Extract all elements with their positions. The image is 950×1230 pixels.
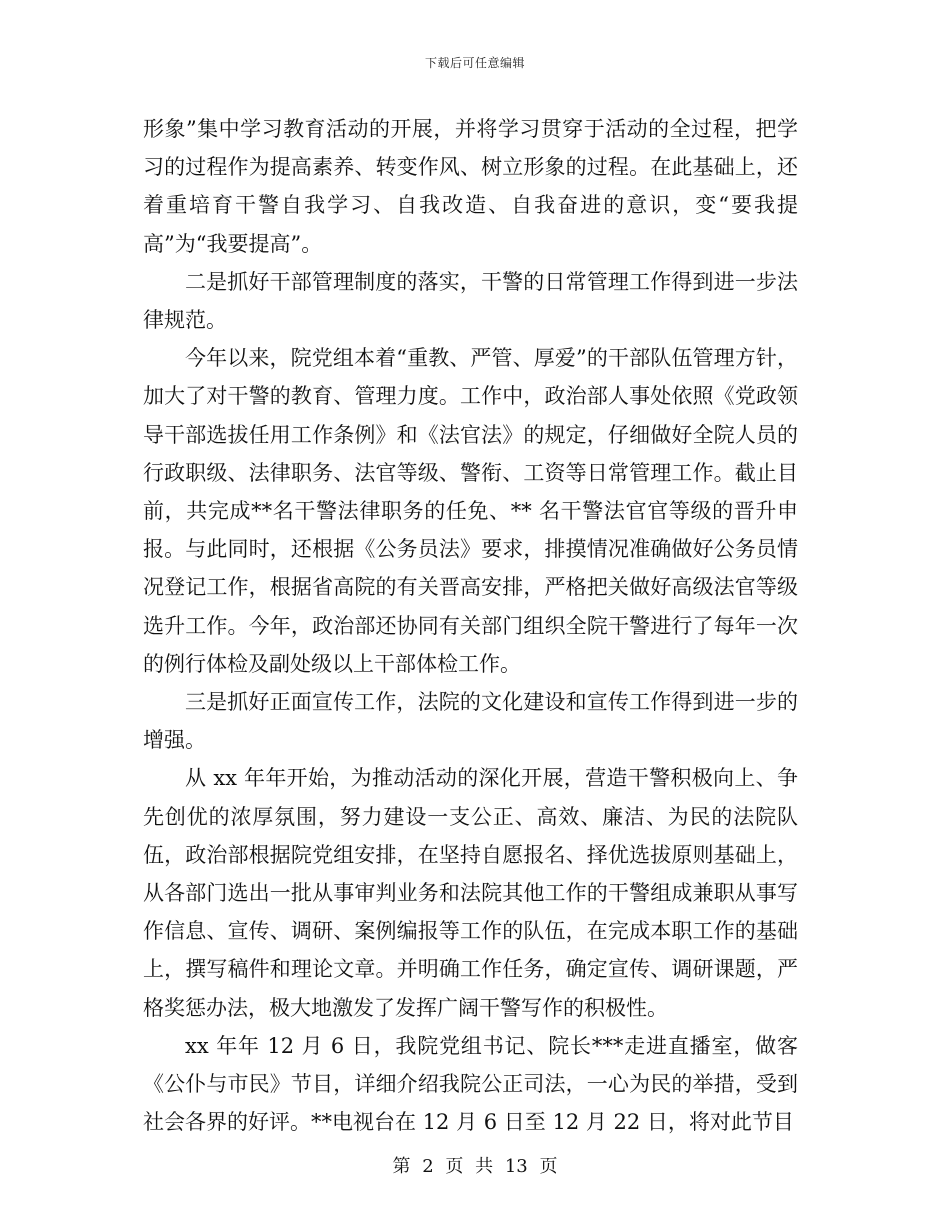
text-line: 先创优的浓厚氛围，努力建设一支公正、高效、廉洁、为民的法院队: [143, 804, 798, 829]
paragraph: [143, 683, 798, 759]
text-line: 到社会各界的好评。**电视台在 12 月 6 日至 12 月 22 日，将对此节目: [143, 1072, 798, 1135]
text-line: 基础上，撰写稿件和理论文章。并明确工作任务，确定宣传、调研课: [143, 919, 799, 982]
paragraph: [143, 1027, 798, 1142]
text-line: 全院人员的行政职级、法律职务、法官等级、警衔、工资等日常管理: [143, 422, 799, 485]
text-line: 等级的晋升申报。与此同时，还根据《公务员法》要求，排摸情况准: [143, 499, 799, 562]
text-line: 的增强。: [143, 690, 798, 753]
document-body: [143, 110, 798, 1141]
paragraph: [143, 759, 798, 1026]
text-line: 学习的过程作为提高素养、转变作风、树立形象的过程。在此基础上，: [143, 117, 798, 180]
text-line: xx 年年 12 月 6 日，我院党组书记、院长***走进直播室，做客: [185, 1033, 798, 1058]
page-footer: 第 2 页 共 13 页: [392, 1156, 558, 1177]
text-line: 高”为“我要提高”。: [143, 231, 323, 256]
text-line: 《公仆与市民》节目，详细介绍我院公正司法，一心为民的举措，受: [143, 1072, 777, 1097]
text-line: 三是抓好正面宣传工作，法院的文化建设和宣传工作得到进一步: [185, 690, 777, 715]
text-line: 法律规范。: [143, 269, 798, 333]
page-header: 下载后可任意编辑: [424, 56, 525, 70]
paragraph: [143, 110, 798, 263]
text-line: 形象”集中学习教育活动的开展，并将学习贯穿于活动的全过程，把: [143, 117, 777, 141]
text-line: 从 xx 年年开始，为推动活动的深化开展，营造干警积极向上、争: [185, 766, 798, 791]
text-line: 工作。截止目前，共完成**名干警法律职务的任免、** 名干警法官官: [143, 460, 799, 524]
text-line: 今年以来，院党组本着“重教、严管、厚爱”的干部队伍管理方: [185, 346, 756, 371]
paragraph: [143, 263, 798, 339]
text-line: 二是抓好干部管理制度的落实，干警的日常管理工作得到进一步: [185, 269, 777, 294]
text-line: 题，严格奖惩办法，极大地激发了发挥广阔干警写作的积极性。: [143, 957, 799, 1020]
text-line: 伍，政治部根据院党组安排，在坚持自愿报名、择优选拔原则基础上，: [143, 842, 798, 867]
paragraph: [143, 339, 798, 683]
text-line: 从各部门选出一批从事审判业务和法院其他工作的干警组成兼职从事: [143, 881, 777, 906]
text-line: 写作信息、宣传、调研、案例编报等工作的队伍，在完成本职工作的: [143, 881, 798, 944]
text-line: 还着重培育干警自我学习、自我改造、自我奋进的意识，变“要我提: [143, 155, 798, 218]
text-line: 干警进行了每年一次的例行体检及副处级以上干部体检工作。: [143, 613, 799, 676]
text-line: 针，加大了对干警的教育、管理力度。工作中，政治部人事处依照: [143, 346, 798, 409]
text-line: 做好高级法官等级选升工作。今年，政治部还协同有关部门组织全院: [143, 575, 799, 638]
text-line: 确做好公务员情况登记工作，根据省高院的有关晋高安排，严格把关: [143, 537, 799, 600]
text-line: 《党政领导干部选拔任用工作条例》和《法官法》的规定，仔细做好: [143, 384, 799, 447]
